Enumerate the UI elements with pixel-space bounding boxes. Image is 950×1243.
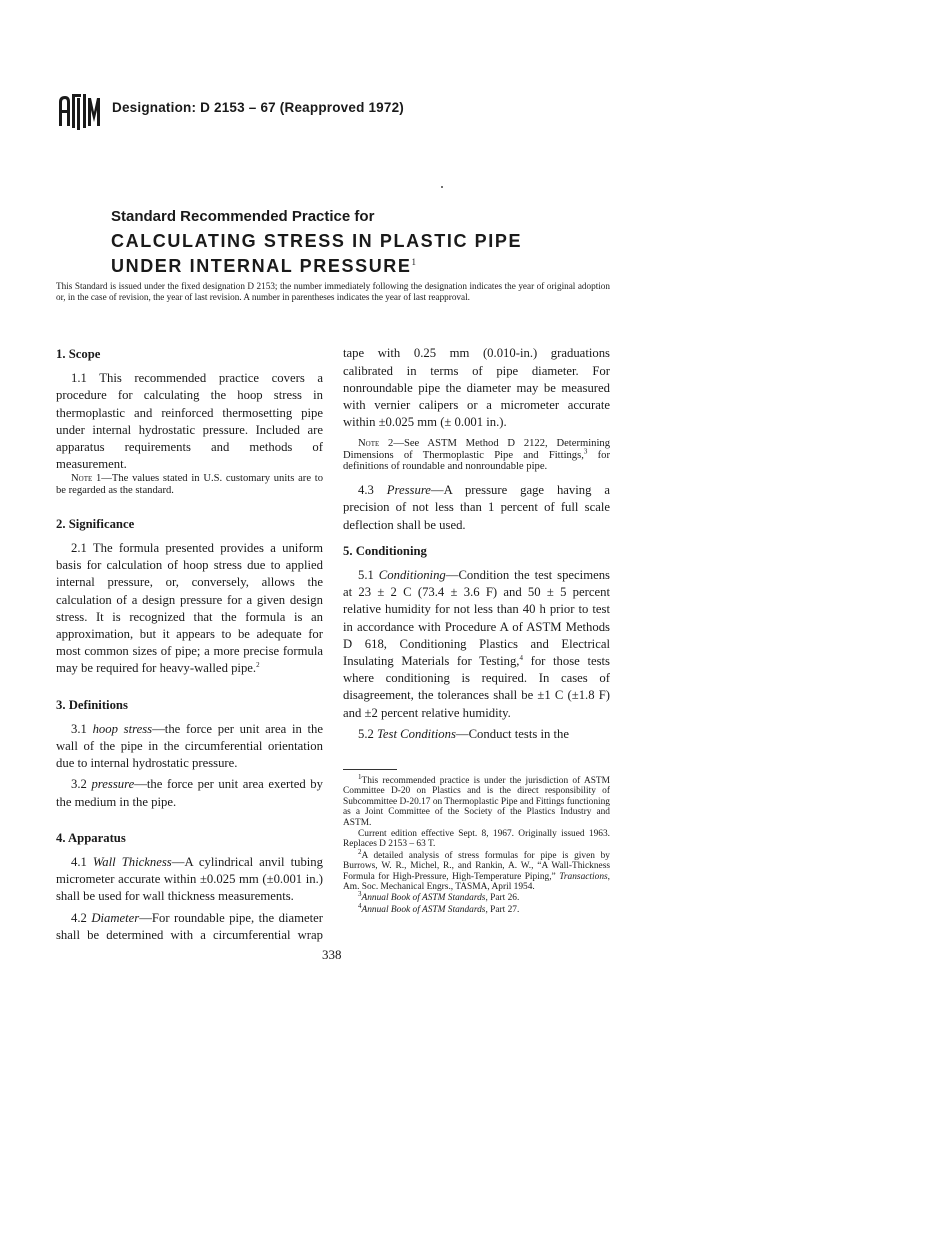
section-heading: 3. Definitions	[56, 697, 128, 712]
paragraph-continuation-text	[343, 346, 610, 431]
paragraph: 3.1 hoop stress—the force per unit area in the wall of the pipe in the circumferential orientation due to internal hydrostatic pressure.	[56, 721, 324, 771]
title-block	[111, 208, 522, 279]
paragraph-continuation-clone: tape with 0.25 mm (0.010-in.) graduations calibrated in terms of pipe diameter. For nonroundable pipe the diameter may be measured with vernier calipers or a micrometer accurate within ±0.025 mm (± 0.001 in.).	[343, 346, 610, 430]
column-left	[56, 346, 323, 964]
section-heading: 1. Scope	[56, 347, 101, 361]
paragraph: 4.3 Pressure—A pressure gage having a precision of not less than 1 percent of full scale deflection shall be used.	[343, 483, 610, 532]
footnote: Current edition effective Sept. 8, 1967. Originally issued 1963. Replaces D 2153 – 63 T.	[343, 828, 610, 850]
note: Note 1—The values stated in U.S. customary units are to be regarded as the standard.	[56, 473, 323, 497]
column-right	[343, 346, 610, 915]
footnote: $^2$A detailed analysis of stress formulas for pipe is given by Burrows, W. R., Michel, R., and Rankin, A. W., “A Wall-Thickness Formula for High-Pressure, High-Temperature Piping,” Transactions, Am. Soc. Mechanical Engrs., TASMA, April 1954.	[343, 847, 610, 893]
document-title-line-2: UNDER INTERNAL PRESSURE$^1$	[111, 256, 416, 276]
paragraph: 5.1 Conditioning—Condition the test specimens at 23 ± 2 C (73.4 ± 3.6 F) and 50 ± 5 percent relative humidity for not less than 40 h prior to test in accordance with Procedure A of ASTM Methods D 618, Conditioning Plastics and Electrical Insulating Materials for Testing,$^4$ for those tests where conditioning is required. In cases of disagreement, the tolerances shall be ±1 C (±1.8 F) and ±2 percent relative humidity.	[343, 567, 610, 720]
section-scope	[56, 346, 323, 497]
speck	[441, 186, 443, 188]
paragraph-continued: 4.2 Diameter—For roundable pipe, the diameter shall be determined with a circumferential wrap	[56, 910, 323, 942]
section-heading: 5. Conditioning	[343, 543, 427, 558]
intro-note: This Standard is issued under the fixed designation D 2153; the number immediately following the designation indicates the year of original adoption or, in the case of revision, the year of last revision. A number in parentheses indicates the year of last reapproval.	[56, 281, 610, 302]
paragraph: 4.1 Wall Thickness—A cylindrical anvil tubing micrometer accurate within ±0.025 mm (±0.001 in.) shall be used for wall thickness measurements.	[56, 855, 323, 904]
section-apparatus	[56, 830, 323, 945]
document-title-line-1: CALCULATING STRESS IN PLASTIC PIPE	[111, 231, 523, 251]
designation: Designation: D 2153 – 67 (Reapproved 1972)	[112, 100, 405, 115]
paragraph: 2.1 The formula presented provides a uniform basis for calculation of hoop stress due to applied internal pressure, or, conversely, allows the calculation of a design pressure for a given design stress. It is recognized that the formula is an approximation, but it appears to be adequate for most common sizes of pipe; a more precise formula may be required for heavy-walled pipe.$^2$	[56, 541, 323, 676]
note: Note 2—See ASTM Method D 2122, Determining Dimensions of Thermoplastic Pipe and Fittings,$^3$ for definitions of roundable and nonroundable pipe.	[343, 438, 610, 473]
section-heading: 2. Significance	[56, 516, 135, 531]
footnote: $^3$Annual Book of ASTM Standards, Part 26.	[358, 890, 520, 904]
paragraph: 3.2 pressure—the force per unit area exerted by the medium in the pipe.	[56, 777, 323, 809]
section-significance	[56, 516, 323, 678]
section-definitions	[56, 697, 323, 811]
astm-logo	[56, 90, 102, 132]
footnote: $^1$This recommended practice is under the jurisdiction of ASTM Committee D-20 on Plastics and is the direct responsibility of Subcommittee D-20.17 on Thermoplastic Pipe and Fittings functioning as a Joint Committee of the Society of the Plastics Industry and ASTM.	[343, 772, 610, 828]
section-heading: 4. Apparatus	[56, 830, 126, 845]
paragraph: 5.2 Test Conditions—Conduct tests in the	[358, 726, 570, 741]
page-number: 338	[322, 947, 342, 962]
document-subtitle: Standard Recommended Practice for	[111, 208, 375, 225]
paragraph-continuation	[343, 346, 610, 432]
footnote: $^4$Annual Book of ASTM Standards, Part 27.	[358, 901, 520, 915]
footnote-rule	[343, 769, 397, 770]
paragraph: 1.1 This recommended practice covers a procedure for calculating the hoop stress in thermoplastic and reinforced thermosetting pipe under internal hydrostatic pressure. Included are apparatus requirements and methods of measurement.	[56, 371, 323, 472]
title-footnote-mark: 1	[411, 257, 416, 267]
